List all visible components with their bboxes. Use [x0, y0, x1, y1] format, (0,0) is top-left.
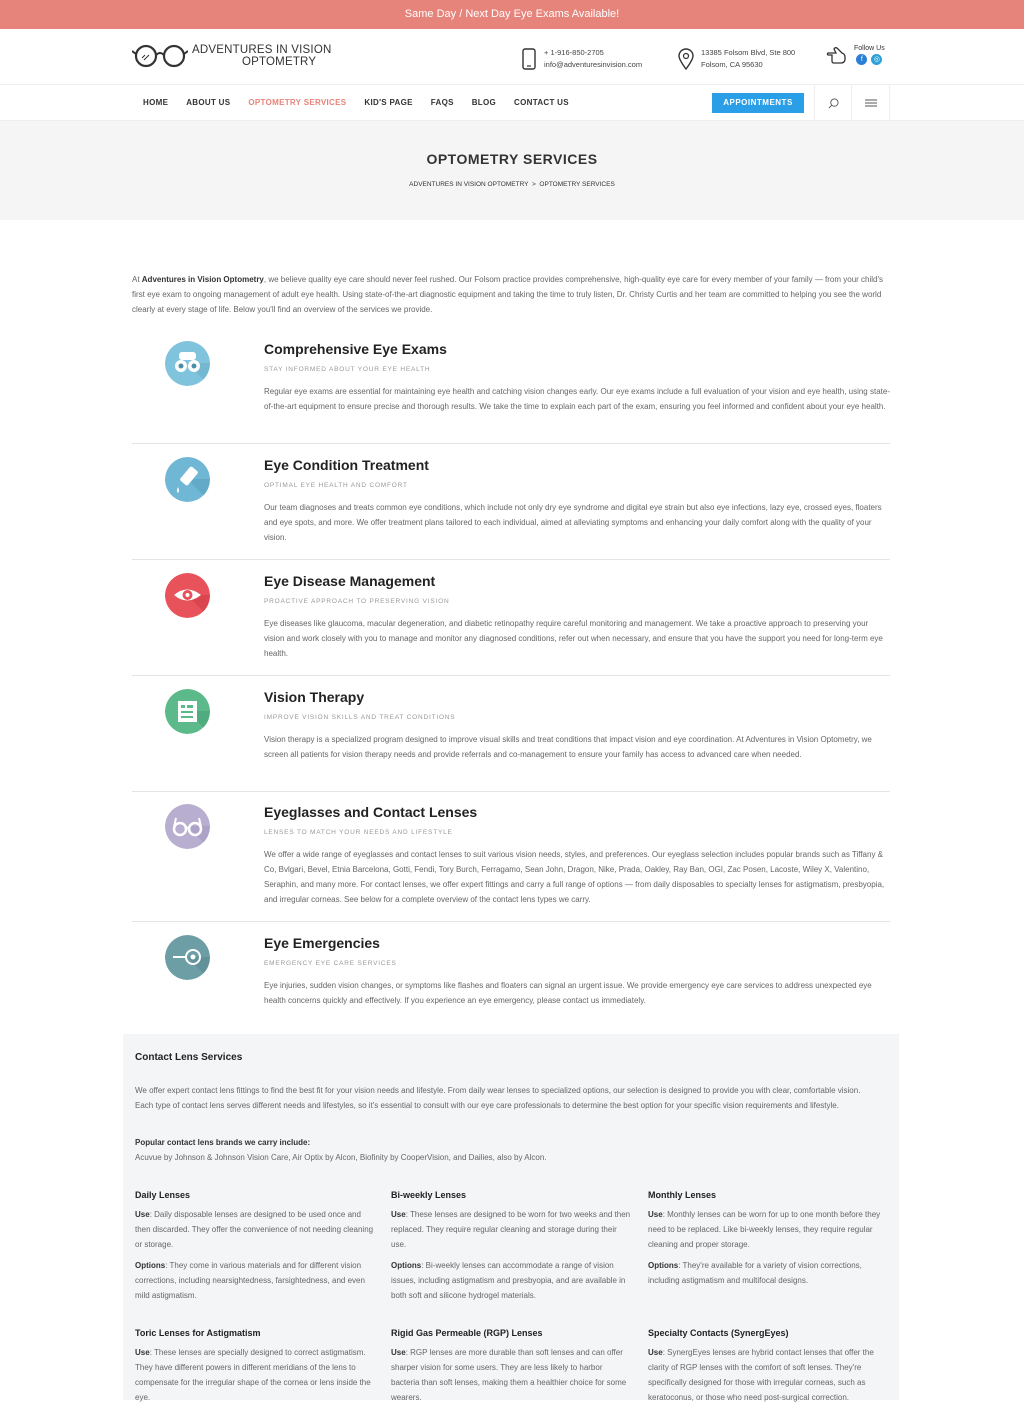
- service-description: Our team diagnoses and treats common eye conditions, which include not only dry eye syndrome and digital eye strain but also eye infections, lazy eye, crossed eyes, floaters and eye spots, and more. We offer treatment plans tailored to each individual, aimed at alleviating symptoms and enhancing your daily comfort along with the quality of your vision.: [264, 503, 882, 542]
- service-title: Eyeglasses and Contact Lenses: [264, 804, 478, 820]
- site-logo[interactable]: [132, 43, 331, 69]
- site-header: [0, 29, 1024, 85]
- service-subtitle: STAY INFORMED ABOUT YOUR EYE HEALTH: [264, 366, 431, 373]
- lens-type-title: Monthly Lenses: [648, 1190, 717, 1200]
- lens-use-text: : These lenses are specially designed to correct astigmatism. They have different powers in different meridians of the lens to compensate for the irregular shape of the cornea or lens inside the eye.: [135, 1348, 371, 1402]
- address-line-2: Folsom, CA 95630: [701, 60, 763, 69]
- lens-options-text: : They come in various materials and for different vision corrections, including nearsightedness, farsightedness, and even mild astigmatism.: [135, 1261, 365, 1300]
- address-line-1: 13385 Folsom Blvd, Ste 800: [701, 48, 796, 57]
- service-title: Eye Condition Treatment: [264, 457, 429, 473]
- use-label: Use: [135, 1210, 150, 1219]
- nav-home[interactable]: HOME: [143, 98, 169, 107]
- service-eyeglasses-contacts: [132, 804, 890, 922]
- email-link[interactable]: info@adventuresinvision.com: [544, 60, 643, 69]
- eyeglasses-icon: [165, 804, 210, 849]
- lens-type-biweekly: [391, 1188, 631, 1309]
- nav-faqs[interactable]: FAQS: [430, 98, 454, 107]
- options-label: Options: [648, 1261, 679, 1270]
- intro-text: [132, 272, 890, 317]
- service-eye-disease-management: [132, 573, 890, 676]
- location-pin-icon: [677, 48, 695, 70]
- contact-lens-title: Contact Lens Services: [135, 1052, 243, 1063]
- menu-button[interactable]: [851, 85, 890, 121]
- use-label: Use: [391, 1210, 406, 1219]
- service-icon-eye-exam: [165, 341, 210, 386]
- service-subtitle: OPTIMAL EYE HEALTH AND COMFORT: [264, 482, 408, 489]
- eye-scan-icon: [165, 935, 210, 980]
- eye-drops-icon: [165, 457, 210, 502]
- service-description: Eye injuries, sudden vision changes, or symptoms like flashes and floaters can signal an urgent issue. We provide emergency eye care services to address unexpected eye health concerns quickly and effectively. If you experience an eye emergency, please contact us immediately.: [264, 981, 872, 1005]
- pointing-hand-icon: [826, 45, 848, 65]
- phone-icon: [520, 48, 538, 70]
- logo-line-2: OPTOMETRY: [242, 56, 317, 68]
- nav-contact-us[interactable]: CONTACT US: [514, 98, 569, 107]
- intro-prefix: At: [132, 275, 142, 284]
- follow-us-label: Follow Us: [854, 45, 885, 52]
- use-label: Use: [391, 1348, 406, 1357]
- service-eye-emergencies: [132, 935, 890, 1015]
- service-subtitle: LENSES TO MATCH YOUR NEEDS AND LIFESTYLE: [264, 829, 453, 836]
- lens-type-rgp: [391, 1326, 631, 1411]
- lens-use-text: : Monthly lenses can be worn for up to one month before they need to be replaced. Like bi-weekly lenses, they require regular cleaning and proper storage.: [648, 1210, 881, 1249]
- service-subtitle: IMPROVE VISION SKILLS AND TREAT CONDITIONS: [264, 714, 456, 721]
- service-description: Vision therapy is a specialized program designed to improve visual skills and treat conditions that impact vision and eye coordination. At Adventures in Vision Optometry, we screen all patients for vision therapy needs and provide referrals and co-management to ensure your family has access to advanced care when needed.: [264, 735, 872, 759]
- lens-type-title: Daily Lenses: [135, 1190, 191, 1200]
- lens-type-title: Specialty Contacts (SynergEyes): [648, 1328, 789, 1338]
- facebook-icon[interactable]: f: [856, 54, 867, 65]
- service-icon-condition: [165, 457, 210, 502]
- instagram-icon[interactable]: ◎: [871, 54, 882, 65]
- nav-optometry-services[interactable]: OPTOMETRY SERVICES: [248, 98, 347, 107]
- service-description: We offer a wide range of eyeglasses and contact lenses to suit various vision needs, styles, and preferences. Our eyeglass selection includes popular brands such as Tiffany & Co, Bvlgari, Bevel, Etnia Barcelona, Gotti, Fendi, Tory Burch, Ferragamo, Sean John, Dragon, Nike, Prada, Oakley, Ray Ban, OGI, Zac Posen, Lacoste, Wiley X, Valentino, Seraphin, and many more. For contact lenses, we offer expert fittings and carry a full range of options — from daily disposables to specialty lenses for astigmatism, presbyopia, and irregular corneas. See below for a complete overview of the contact lens types we carry.: [264, 850, 885, 904]
- phone-link[interactable]: + 1-916-850-2705: [544, 48, 604, 57]
- lens-type-title: Toric Lenses for Astigmatism: [135, 1328, 261, 1338]
- page-hero: [0, 121, 1024, 220]
- nav-about-us[interactable]: ABOUT US: [186, 98, 231, 107]
- service-title: Eye Emergencies: [264, 935, 380, 951]
- breadcrumb-home[interactable]: ADVENTURES IN VISION OPTOMETRY: [409, 181, 529, 188]
- menu-icon: [865, 98, 877, 108]
- brands-label: Popular contact lens brands we carry include: [135, 1138, 308, 1147]
- search-icon: [828, 98, 839, 109]
- glasses-logo-icon: [132, 43, 188, 69]
- lens-use-text: : SynergEyes lenses are hybrid contact lenses that offer the clarity of RGP lenses with the comfort of soft lenses. They're specifically designed for those with irregular corneas, such as keratoconus, or those who need post-surgical correction.: [648, 1348, 874, 1402]
- promo-bar: [0, 0, 1024, 29]
- service-title: Eye Disease Management: [264, 573, 436, 589]
- service-description: Regular eye exams are essential for maintaining eye health and catching vision changes early. Our eye exams include a full evaluation of your vision and eye health, using state-of-the-art equipment to ensure precise and thorough results. We take the time to explain each part of the exam, ensuring you feel informed and confident about your eye health.: [264, 387, 890, 411]
- promo-text: Same Day / Next Day Eye Exams Available!: [404, 8, 620, 20]
- service-icon-eyeglasses: [165, 804, 210, 849]
- main-nav: [0, 85, 1024, 121]
- follow-us: [826, 45, 885, 65]
- service-subtitle: EMERGENCY EYE CARE SERVICES: [264, 960, 397, 967]
- lens-type-daily: [135, 1188, 375, 1309]
- lens-type-monthly: [648, 1188, 888, 1294]
- contact-lens-brands: [135, 1135, 875, 1165]
- service-icon-therapy: [165, 689, 210, 734]
- eye-chart-icon: [165, 689, 210, 734]
- service-vision-therapy: [132, 689, 890, 792]
- intro-rest: , we believe quality eye care should never feel rushed. Our Folsom practice provides comprehensive, high-quality eye care for every member of your family — from your child's first eye exam to ongoing management of adult eye health. Using state-of-the-art diagnostic equipment and taking the time to truly listen, Dr. Christy Curtis and her team are committed to helping you see the world clearly at every stage of life. Below you'll find an overview of the services we provide.: [132, 275, 884, 314]
- brands-colon: :: [307, 1138, 311, 1147]
- contact-lens-description: We offer expert contact lens fittings to find the best fit for your vision needs and lifestyle. From daily wear lenses to specialized options, our selection is designed to provide you with clear, comfortable vision. Each type of contact lens serves different needs and lifestyles, so it's essential to consult with our eye care professionals to determine the best option for your specific vision requirements and lifestyle.: [135, 1086, 861, 1110]
- lens-options-text: : Bi-weekly lenses can accommodate a range of vision issues, including astigmatism and presbyopia, and are available in both soft and silicone hydrogel materials.: [391, 1261, 626, 1300]
- logo-line-1: ADVENTURES IN VISION: [192, 44, 332, 56]
- brands-list: Acuvue by Johnson & Johnson Vision Care, Air Optix by Alcon, Biofinity by CooperVision, and Dailies, also by Alcon.: [135, 1153, 547, 1162]
- phoropter-icon: [165, 341, 210, 386]
- eye-icon: [165, 573, 210, 618]
- search-button[interactable]: [814, 85, 851, 121]
- service-description: Eye diseases like glaucoma, macular degeneration, and diabetic retinopathy require careful monitoring and management. We take a proactive approach to preserving your vision and work closely with you to manage and monitor any diagnosed conditions, refer out when necessary, and ensure that you have the support you need for long-term eye health.: [264, 619, 883, 658]
- breadcrumb-separator: >: [532, 181, 536, 188]
- service-icon-disease: [165, 573, 210, 618]
- contact-info: [520, 47, 642, 71]
- lens-type-specialty: [648, 1326, 888, 1411]
- logo-text: [192, 44, 331, 68]
- page-title: OPTOMETRY SERVICES: [426, 151, 598, 167]
- service-subtitle: PROACTIVE APPROACH TO PRESERVING VISION: [264, 598, 450, 605]
- nav-kids-page[interactable]: KID'S PAGE: [364, 98, 413, 107]
- use-label: Use: [648, 1348, 663, 1357]
- lens-type-title: Rigid Gas Permeable (RGP) Lenses: [391, 1328, 543, 1338]
- service-title: Comprehensive Eye Exams: [264, 341, 447, 357]
- lens-use-text: : These lenses are designed to be worn for two weeks and then replaced. They require regular cleaning and storage during their use.: [391, 1210, 631, 1249]
- service-title: Vision Therapy: [264, 689, 365, 705]
- lens-use-text: : RGP lenses are more durable than soft lenses and can offer sharper vision for some users. They are less likely to harbor bacteria than soft lenses, making them a healthier choice for some wearers.: [391, 1348, 627, 1402]
- appointments-button[interactable]: APPOINTMENTS: [712, 93, 804, 113]
- nav-blog[interactable]: BLOG: [471, 98, 497, 107]
- intro-practice-name: Adventures in Vision Optometry: [141, 275, 264, 284]
- lens-type-title: Bi-weekly Lenses: [391, 1190, 467, 1200]
- lens-type-toric: [135, 1326, 375, 1411]
- service-icon-emergency: [165, 935, 210, 980]
- use-label: Use: [135, 1348, 150, 1357]
- lens-options-text: : They're available for a variety of vision corrections, including astigmatism and multifocal designs.: [648, 1261, 862, 1285]
- service-comprehensive-eye-exams: [132, 341, 890, 444]
- breadcrumb: [0, 181, 1024, 188]
- use-label: Use: [648, 1210, 663, 1219]
- options-label: Options: [135, 1261, 166, 1270]
- contact-lens-services: [123, 1034, 899, 1400]
- options-label: Options: [391, 1261, 422, 1270]
- lens-use-text: : Daily disposable lenses are designed to be used once and then discarded. They offer the convenience of not needing cleaning or storage.: [135, 1210, 374, 1249]
- address-info: [677, 47, 795, 71]
- service-eye-condition-treatment: [132, 457, 890, 560]
- breadcrumb-current: OPTOMETRY SERVICES: [539, 181, 615, 188]
